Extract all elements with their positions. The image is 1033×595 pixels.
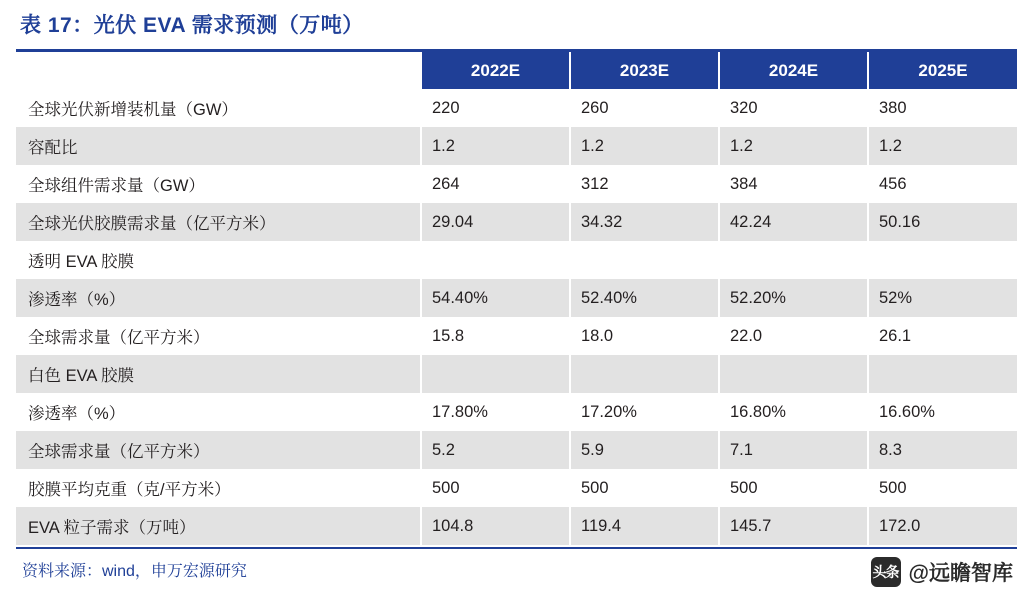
cell-2024e: 52.20% xyxy=(719,279,868,317)
row-label: 全球需求量（亿平方米） xyxy=(16,431,421,469)
row-label: 全球光伏胶膜需求量（亿平方米） xyxy=(16,203,421,241)
cell-2022e xyxy=(421,355,570,393)
cell-2022e: 29.04 xyxy=(421,203,570,241)
table-row xyxy=(16,241,1017,279)
cell-2025e: 380 xyxy=(868,89,1017,127)
table-row xyxy=(16,279,1017,317)
table-row xyxy=(16,317,1017,355)
row-label: 容配比 xyxy=(16,127,421,165)
cell-2022e: 17.80% xyxy=(421,393,570,431)
column-header-2023e: 2023E xyxy=(570,52,719,89)
cell-2023e xyxy=(570,355,719,393)
row-label: 白色 EVA 胶膜 xyxy=(16,355,421,393)
cell-2025e: 26.1 xyxy=(868,317,1017,355)
table-header-row xyxy=(16,52,1017,89)
table-header xyxy=(16,52,1017,89)
row-label: EVA 粒子需求（万吨） xyxy=(16,507,421,545)
table-row xyxy=(16,469,1017,507)
table-row xyxy=(16,355,1017,393)
table-row xyxy=(16,165,1017,203)
cell-2024e: 320 xyxy=(719,89,868,127)
cell-2024e: 384 xyxy=(719,165,868,203)
cell-2022e: 104.8 xyxy=(421,507,570,545)
source-note: 资料来源：wind，申万宏源研究 xyxy=(22,563,247,580)
page-title: 表 17：光伏 EVA 需求预测（万吨） xyxy=(20,14,364,37)
column-header-2024e: 2024E xyxy=(719,52,868,89)
row-label: 全球光伏新增装机量（GW） xyxy=(16,89,421,127)
cell-2023e: 5.9 xyxy=(570,431,719,469)
cell-2022e xyxy=(421,241,570,279)
cell-2022e: 15.8 xyxy=(421,317,570,355)
cell-2025e: 16.60% xyxy=(868,393,1017,431)
table-row xyxy=(16,393,1017,431)
row-label: 渗透率（%） xyxy=(16,393,421,431)
cell-2025e: 8.3 xyxy=(868,431,1017,469)
cell-2023e: 17.20% xyxy=(570,393,719,431)
cell-2023e: 52.40% xyxy=(570,279,719,317)
cell-2025e xyxy=(868,355,1017,393)
cell-2025e: 456 xyxy=(868,165,1017,203)
cell-2025e: 50.16 xyxy=(868,203,1017,241)
row-label: 全球组件需求量（GW） xyxy=(16,165,421,203)
cell-2023e xyxy=(570,241,719,279)
cell-2025e xyxy=(868,241,1017,279)
row-label: 透明 EVA 胶膜 xyxy=(16,241,421,279)
cell-2022e: 54.40% xyxy=(421,279,570,317)
cell-2023e: 500 xyxy=(570,469,719,507)
cell-2024e: 22.0 xyxy=(719,317,868,355)
cell-2025e: 1.2 xyxy=(868,127,1017,165)
cell-2023e: 18.0 xyxy=(570,317,719,355)
table-row xyxy=(16,507,1017,545)
row-label: 渗透率（%） xyxy=(16,279,421,317)
cell-2022e: 220 xyxy=(421,89,570,127)
cell-2023e: 312 xyxy=(570,165,719,203)
cell-2024e: 1.2 xyxy=(719,127,868,165)
column-header-2025e: 2025E xyxy=(868,52,1017,89)
cell-2024e xyxy=(719,355,868,393)
cell-2025e: 500 xyxy=(868,469,1017,507)
forecast-table xyxy=(16,52,1017,545)
cell-2025e: 172.0 xyxy=(868,507,1017,545)
cell-2022e: 1.2 xyxy=(421,127,570,165)
cell-2023e: 119.4 xyxy=(570,507,719,545)
cell-2023e: 260 xyxy=(570,89,719,127)
table-row xyxy=(16,431,1017,469)
table-row xyxy=(16,203,1017,241)
cell-2024e: 7.1 xyxy=(719,431,868,469)
toutiao-icon: 头条 xyxy=(871,557,901,587)
column-header-label xyxy=(16,52,421,89)
watermark xyxy=(871,557,1013,587)
cell-2024e xyxy=(719,241,868,279)
row-label: 胶膜平均克重（克/平方米） xyxy=(16,469,421,507)
cell-2024e: 16.80% xyxy=(719,393,868,431)
table-body xyxy=(16,89,1017,545)
column-header-2022e: 2022E xyxy=(421,52,570,89)
table-row xyxy=(16,127,1017,165)
cell-2023e: 1.2 xyxy=(570,127,719,165)
cell-2022e: 264 xyxy=(421,165,570,203)
cell-2022e: 500 xyxy=(421,469,570,507)
table-row xyxy=(16,89,1017,127)
cell-2024e: 500 xyxy=(719,469,868,507)
cell-2024e: 145.7 xyxy=(719,507,868,545)
row-label: 全球需求量（亿平方米） xyxy=(16,317,421,355)
cell-2023e: 34.32 xyxy=(570,203,719,241)
watermark-label: @远瞻智库 xyxy=(908,562,1013,585)
cell-2022e: 5.2 xyxy=(421,431,570,469)
cell-2025e: 52% xyxy=(868,279,1017,317)
cell-2024e: 42.24 xyxy=(719,203,868,241)
